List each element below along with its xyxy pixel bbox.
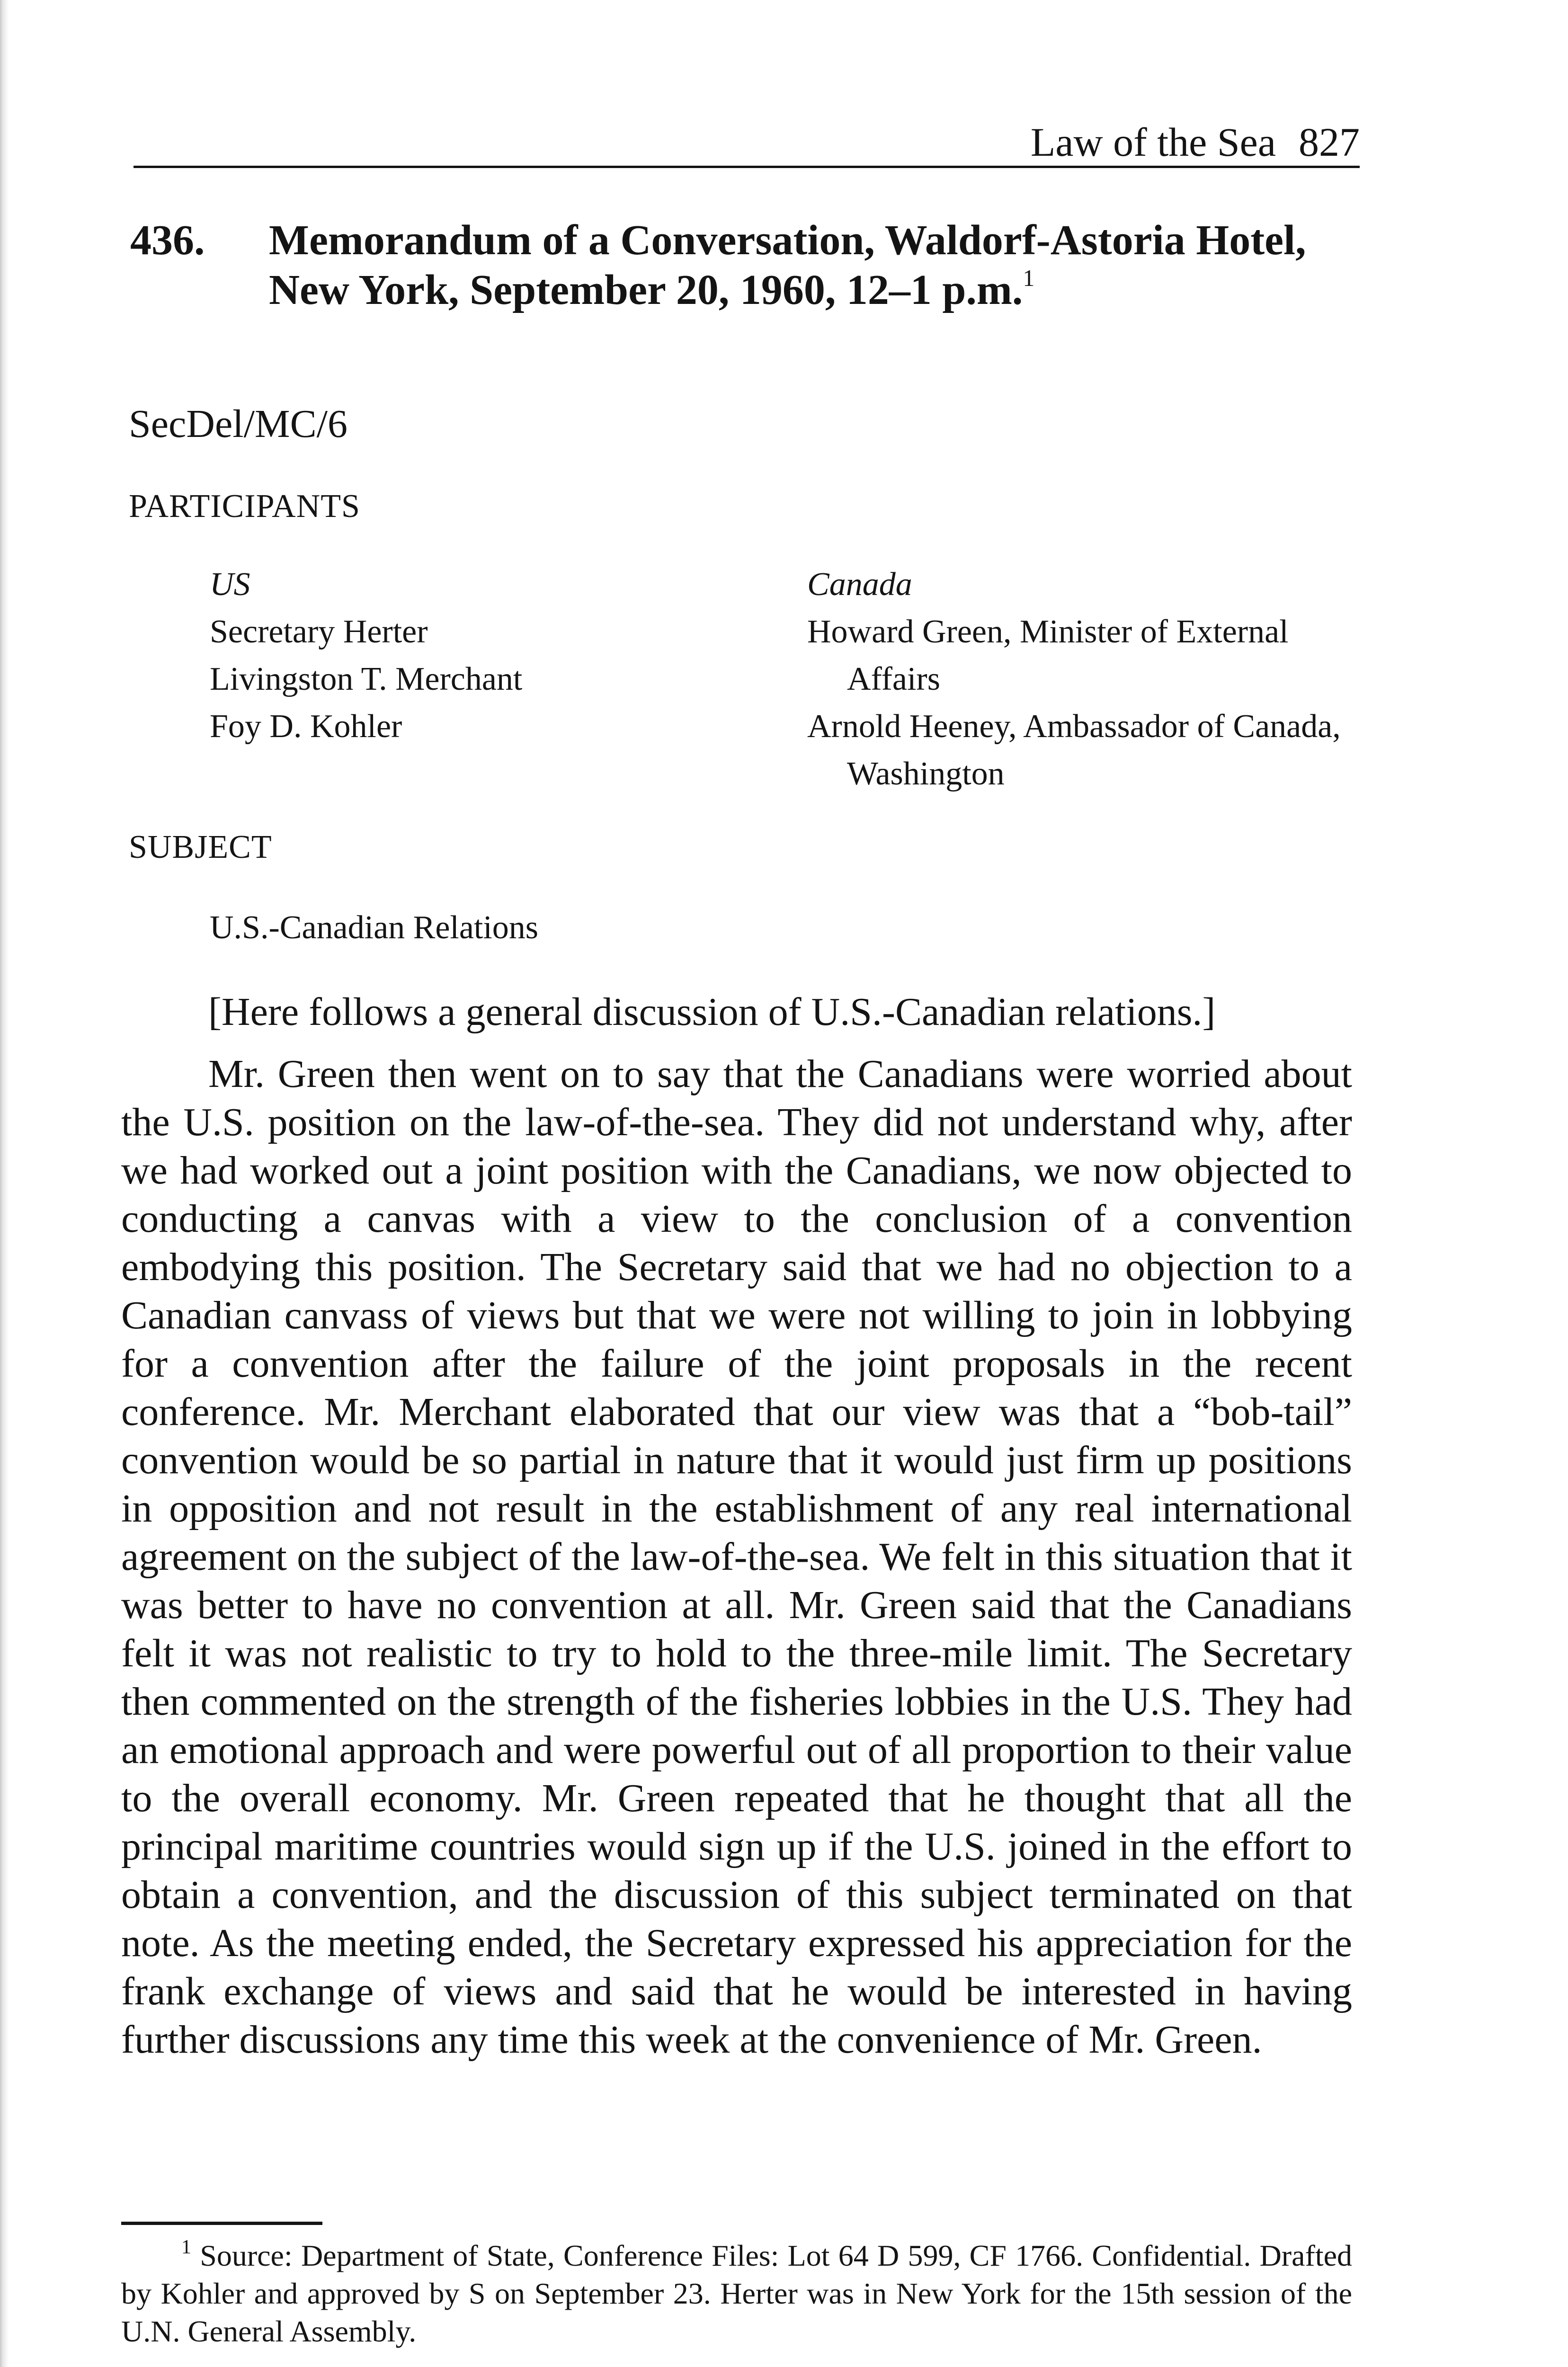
running-head xyxy=(134,118,1360,166)
body-paragraph: Mr. Green then went on to say that the Canadians were worried about the U.S. position on the law-of-the-sea. They did not understand why, after we had worked out a joint position with the Canadians, we now objected to conducting a canvas with a view to the conclusion of a convention embodying this position. The Secretary said that we had no objection to a Canadian canvass of views but that we were not willing to join in lobbying for a convention after the failure of the joint proposals in the recent conference. Mr. Merchant elaborated that our view was that a “bob-tail” convention would be so partial in nature that it would just firm up positions in opposition and not result in the establishment of any real international agreement on the subject of the law-of-the-sea. We felt in this situation that it was better to have no convention at all. Mr. Green said that the Canadians felt it was not realistic to try to hold to the three-mile limit. The Secretary then commented on the strength of the fisheries lobbies in the U.S. They had an emotional approach and were powerful out of all proportion to their value to the overall economy. Mr. Green repeated that he thought that all the principal maritime countries would sign up if the U.S. joined in the effort to obtain a convention, and the discussion of this subject terminated on that note. As the meeting ended, the Secretary expressed his appreciation for the frank exchange of views and said that he would be interested in having further discussions any time this week at the convenience of Mr. Green. xyxy=(121,1052,1352,2062)
document-title-block xyxy=(269,215,1358,315)
us-participant: Livingston T. Merchant xyxy=(210,661,523,697)
canada-participant: Howard Green, Minister of External Affairs xyxy=(807,614,1289,697)
document-title: Memorandum of a Conversation, Waldorf-Astoria Hotel, New York, September 20, 1960, 12–1 p.m. xyxy=(269,217,1306,313)
title-footnote-marker[interactable]: 1 xyxy=(1023,265,1035,291)
participants-canada-column xyxy=(807,561,1375,798)
us-heading: US xyxy=(210,566,250,603)
participants-us-column xyxy=(210,561,778,750)
running-head-title: Law of the Sea xyxy=(1030,119,1276,165)
editorial-note: [Here follows a general discussion of U.S.-Canadian relations.] xyxy=(208,990,1216,1034)
footnote-marker: 1 xyxy=(181,2236,191,2258)
subject-text: U.S.-Canadian Relations xyxy=(210,909,539,946)
footnote-text: Source: Department of State, Conference Files: Lot 64 D 599, CF 1766. Confidential. Drafted by Kohler and approved by S on September 23. Herter was in New York for the 15th session of the U.N. General Assembly. xyxy=(121,2239,1353,2348)
footnote xyxy=(121,2237,1352,2350)
document-number: 436. xyxy=(130,217,205,264)
canada-heading: Canada xyxy=(807,566,912,603)
document-reference: SecDel/MC/6 xyxy=(129,402,347,446)
participants-label: PARTICIPANTS xyxy=(129,488,360,525)
page-number: 827 xyxy=(1299,119,1360,165)
running-head-rule xyxy=(134,166,1360,168)
us-participant: Foy D. Kohler xyxy=(210,708,402,745)
footnote-rule xyxy=(121,2222,322,2225)
us-participant: Secretary Herter xyxy=(210,614,428,650)
canada-participant: Arnold Heeney, Ambassador of Canada, Washington xyxy=(807,708,1341,792)
page-binding-edge xyxy=(0,0,9,2367)
subject-label: SUBJECT xyxy=(129,829,272,865)
